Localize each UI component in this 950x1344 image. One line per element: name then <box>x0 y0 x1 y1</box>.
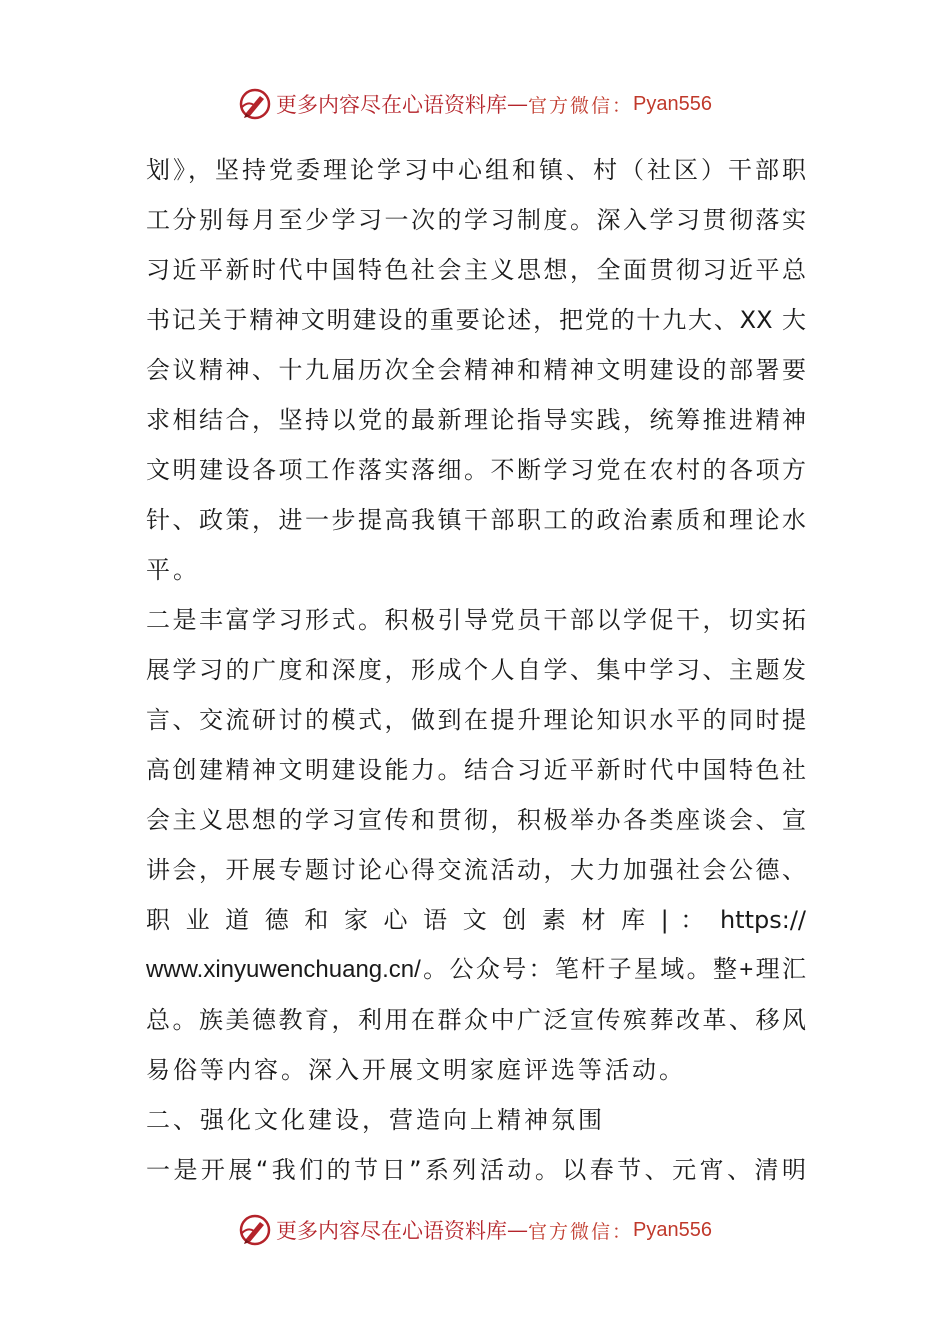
body-line: 会议精神、十九届历次全会精神和精神文明建设的部署要 <box>146 356 806 384</box>
watermark-sub-text: 官方微信： <box>528 1220 634 1243</box>
body-line: 平。 <box>146 556 200 584</box>
body-line: 针、政策，进一步提高我镇干部职工的政治素质和理论水 <box>146 506 806 534</box>
footer-watermark <box>0 1210 950 1250</box>
body-line: 讲会，开展专题讨论心得交流活动，大力加强社会公德、 <box>146 856 806 884</box>
body-line: 展学习的广度和深度，形成个人自学、集中学习、主题发 <box>146 656 806 684</box>
body-line: 求相结合，坚持以党的最新理论指导实践，统筹推进精神 <box>146 406 806 434</box>
body-line: 一是开展“我们的节日”系列活动。以春节、元宵、清明 <box>146 1156 806 1184</box>
body-line: 言、交流研讨的模式，做到在提升理论知识水平的同时提 <box>146 706 806 734</box>
body-line: 职 业 道 德 和 家 心 语 文 创 素 材 库 | ： https:// <box>146 906 806 934</box>
body-line: 易俗等内容。深入开展文明家庭评选等活动。 <box>146 1056 686 1084</box>
watermark-dash: — <box>507 92 528 116</box>
body-line: 会主义思想的学习宣传和贯彻，积极举办各类座谈会、宣 <box>146 806 806 834</box>
watermark-wechat-id: Pyan556 <box>633 92 712 115</box>
pen-logo-icon <box>238 1213 272 1247</box>
pen-logo-icon <box>238 87 272 121</box>
body-line: www.xinyuwenchuang.cn/。公众号：笔杆子星域。整+理汇 <box>146 956 806 983</box>
watermark-wechat-id: Pyan556 <box>633 1218 712 1241</box>
watermark-dash: — <box>507 1218 528 1242</box>
header-watermark <box>0 84 950 124</box>
body-line: 二是丰富学习形式。积极引导党员干部以学促干，切实拓 <box>146 606 806 634</box>
document-body <box>146 145 806 1195</box>
body-line: 文明建设各项工作落实落细。不断学习党在农村的各项方 <box>146 456 806 484</box>
body-line: 工分别每月至少学习一次的学习制度。深入学习贯彻落实 <box>146 206 806 234</box>
watermark-main-text: 更多内容尽在心语资料库 <box>276 93 507 117</box>
section-heading: 二、强化文化建设，营造向上精神氛围 <box>146 1106 605 1134</box>
watermark-main-text: 更多内容尽在心语资料库 <box>276 1219 507 1243</box>
watermark-sub-text: 官方微信： <box>528 94 634 117</box>
body-line: 习近平新时代中国特色社会主义思想，全面贯彻习近平总 <box>146 256 806 284</box>
body-line: 高创建精神文明建设能力。结合习近平新时代中国特色社 <box>146 756 806 784</box>
body-line: 书记关于精神文明建设的重要论述，把党的十九大、XX 大 <box>146 306 806 334</box>
body-line: 总。族美德教育，利用在群众中广泛宣传殡葬改革、移风 <box>146 1006 806 1034</box>
body-line: 划》，坚持党委理论学习中心组和镇、村（社区）干部职 <box>146 156 806 184</box>
